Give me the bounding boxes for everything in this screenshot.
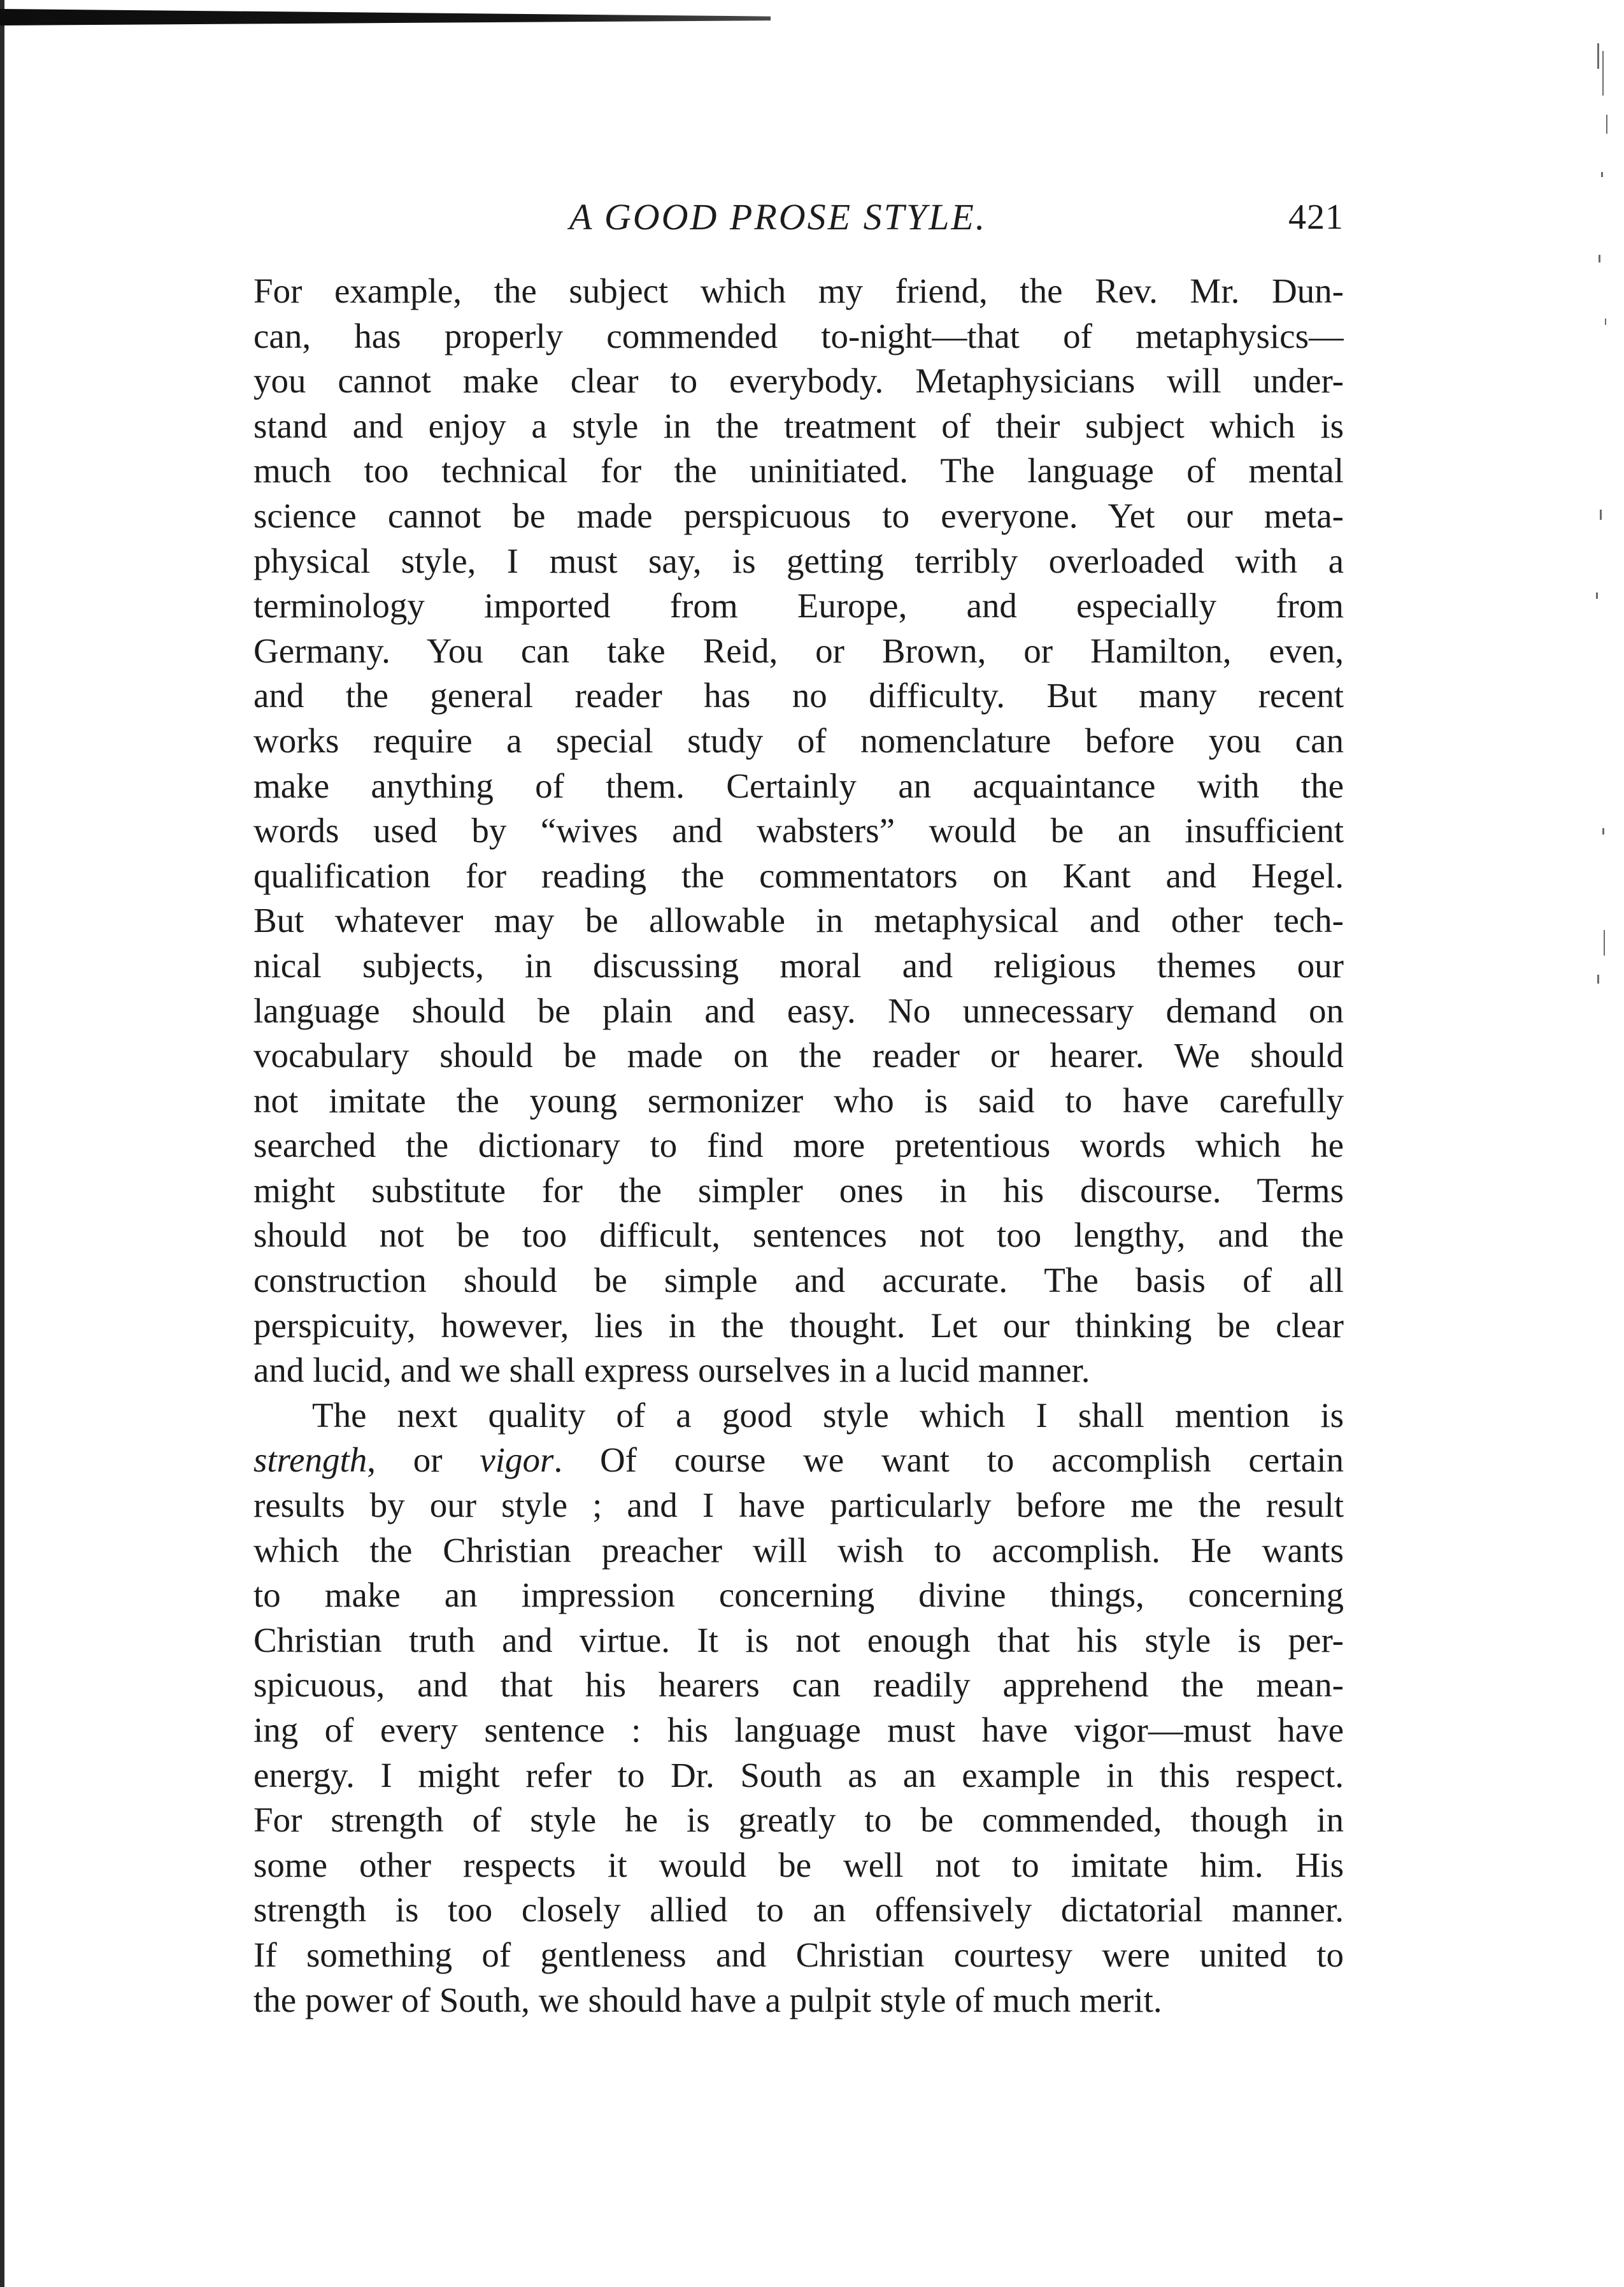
- running-head: [253, 189, 1344, 246]
- text-line: [253, 1438, 1344, 1483]
- text-line: terminology imported from Europe, and especially from: [253, 586, 1344, 626]
- text-line: the power of South, we should have a pulpit style of much merit.: [253, 1980, 1162, 2019]
- text-line: Germany. You can take Reid, or Brown, or Hamilton, even,: [253, 631, 1344, 670]
- text-line: language should be plain and easy. No unnecessary demand on: [253, 991, 1344, 1030]
- page-edge-shadow: [0, 0, 4, 2287]
- text-line: Christian truth and virtue. It is not enough that his style is per-: [253, 1620, 1344, 1660]
- text-line: science cannot be made perspicuous to everyone. Yet our meta-: [253, 496, 1344, 535]
- text-line: you cannot make clear to everybody. Metaphysicians will under-: [253, 361, 1344, 401]
- text-line: perspicuity, however, lies in the thought. Let our thinking be clear: [253, 1305, 1344, 1345]
- text-line: might substitute for the simpler ones in his discourse. Terms: [253, 1170, 1344, 1210]
- body-text: [253, 269, 1344, 2023]
- text-line: should not be too difficult, sentences not too lengthy, and the: [253, 1215, 1344, 1255]
- margin-specks: [1573, 38, 1611, 1057]
- page-number: 421: [1288, 197, 1344, 237]
- text-line: ing of every sentence : his language must have vigor—must have: [253, 1710, 1344, 1749]
- text-line: results by our style ; and I have particularly before me the result: [253, 1486, 1344, 1525]
- text-line: If something of gentleness and Christian courtesy were united to: [253, 1935, 1344, 1974]
- italic-vigor: vigor: [480, 1440, 554, 1480]
- text-line: some other respects it would be well not to imitate him. His: [253, 1845, 1344, 1884]
- text-line: But whatever may be allowable in metaphysical and other tech-: [253, 901, 1344, 940]
- text-line: and the general reader has no difficulty. But many recent: [253, 676, 1344, 715]
- text-line: energy. I might refer to Dr. South as an example in this respect.: [253, 1755, 1344, 1795]
- text-line: vocabulary should be made on the reader or hearer. We should: [253, 1036, 1344, 1075]
- running-title: A GOOD PROSE STYLE.: [569, 196, 987, 238]
- text-line: searched the dictionary to find more pretentious words which he: [253, 1126, 1344, 1165]
- text-line: For strength of style he is greatly to be commended, though in: [253, 1800, 1344, 1840]
- text-line: qualification for reading the commentators on Kant and Hegel.: [253, 856, 1344, 895]
- text-line: can, has properly commended to-night—that of metaphysics—: [253, 316, 1344, 355]
- text-line: nical subjects, in discussing moral and religious themes our: [253, 945, 1344, 985]
- top-scan-rule: [0, 9, 771, 25]
- text-line: The next quality of a good style which I shall mention is: [312, 1395, 1344, 1435]
- text-line: words used by “wives and wabsters” would be an insufficient: [253, 811, 1344, 850]
- text-line: physical style, I must say, is getting terribly overloaded with a: [253, 541, 1344, 580]
- text-line: For example, the subject which my friend, the Rev. Mr. Dun-: [253, 271, 1344, 310]
- text-run: , or: [367, 1440, 480, 1480]
- text-line: which the Christian preacher will wish to accomplish. He wants: [253, 1530, 1344, 1570]
- text-line: construction should be simple and accurate. The basis of all: [253, 1261, 1344, 1300]
- paragraph-2: [253, 1393, 1344, 2023]
- text-line: not imitate the young sermonizer who is said to have carefully: [253, 1080, 1344, 1120]
- text-line: works require a special study of nomenclature before you can: [253, 721, 1344, 760]
- text-line: spicuous, and that his hearers can readily apprehend the mean-: [253, 1665, 1344, 1705]
- text-line: stand and enjoy a style in the treatment of their subject which is: [253, 406, 1344, 445]
- text-line: much too technical for the uninitiated. The language of mental: [253, 451, 1344, 491]
- text-run: . Of course we want to accomplish certain: [553, 1440, 1344, 1480]
- text-line: strength is too closely allied to an offensively dictatorial manner.: [253, 1890, 1344, 1930]
- italic-strength: strength: [253, 1440, 367, 1480]
- text-line: to make an impression concerning divine things, concerning: [253, 1575, 1344, 1615]
- paragraph-1: [253, 269, 1344, 1393]
- text-line: make anything of them. Certainly an acquaintance with the: [253, 766, 1344, 805]
- text-line: and lucid, and we shall express ourselves in a lucid manner.: [253, 1351, 1090, 1390]
